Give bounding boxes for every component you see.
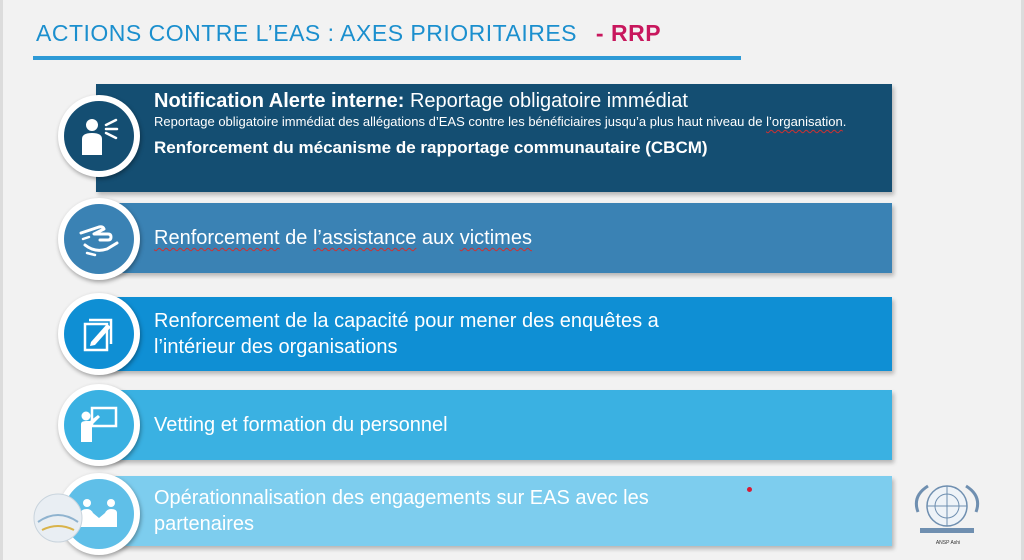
slide-title-accent: - RRP <box>595 20 662 46</box>
label-word: de <box>279 227 313 249</box>
axis-row-vetting <box>96 390 892 460</box>
speaker-person-icon <box>76 113 122 159</box>
axis-heading-bold: Notification Alerte interne: <box>154 90 405 112</box>
badge-notification <box>58 95 140 177</box>
badge-investigations <box>58 293 140 375</box>
ansp-logo-caption: ANSP Ashi <box>935 540 961 546</box>
document-pen-icon <box>77 312 121 356</box>
axis-row-label-line1: Renforcement de la capacité pour mener des enquêtes a <box>154 310 659 332</box>
axis-row-description <box>154 114 872 130</box>
description-period: . <box>842 114 847 129</box>
axis-row-assistance <box>96 203 892 273</box>
axis-row-label: Vetting et formation du personnel <box>154 414 448 436</box>
slide-title-text: ACTIONS CONTRE L’EAS : AXES PRIORITAIRES <box>36 20 578 46</box>
axis-row-investigations <box>96 297 892 371</box>
un-emblem-icon <box>900 478 994 540</box>
description-text: Reportage obligatoire immédiat des allégations d’EAS contre les bénéficiaires jusqu’a plus haut niveau de <box>154 114 767 129</box>
ansp-logo <box>900 478 994 550</box>
description-text-spellcheck: l’organisation <box>766 114 843 129</box>
label-word: l’assistance <box>312 227 417 249</box>
axis-row-heading <box>154 90 872 112</box>
teacher-board-icon <box>76 402 122 448</box>
laser-pointer-dot <box>747 487 752 492</box>
helping-hands-icon <box>75 215 123 263</box>
axis-heading-rest: Reportage obligatoire immédiat <box>404 90 688 112</box>
label-word: Renforcement <box>154 227 280 249</box>
axis-row-label-line2: l’intérieur des organisations <box>154 336 398 358</box>
axis-row-subheading: Renforcement du mécanisme de rapportage communautaire (CBCM) <box>154 138 708 157</box>
partner-logo-left <box>30 488 86 544</box>
axis-row-commitments <box>96 476 892 546</box>
axis-row-notification <box>96 84 892 192</box>
axis-row-label-line2: partenaires <box>154 513 255 535</box>
label-word: aux <box>416 227 460 249</box>
badge-assistance <box>58 198 140 280</box>
label-word: victimes <box>459 227 532 249</box>
title-underline <box>33 56 741 60</box>
axis-row-label-line1: Opérationnalisation des engagements sur EAS avec les <box>154 487 649 509</box>
axis-row-label <box>154 225 872 251</box>
slide-title <box>36 20 661 47</box>
badge-vetting <box>58 384 140 466</box>
